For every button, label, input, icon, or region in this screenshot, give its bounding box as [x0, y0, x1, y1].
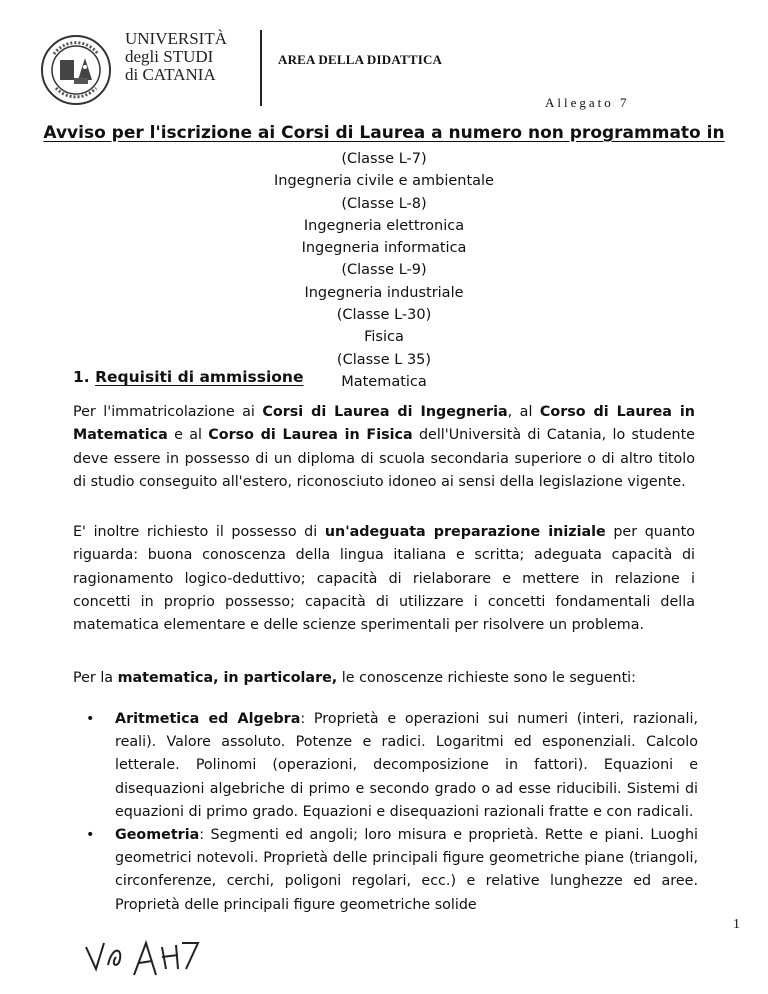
p3-text-1: Per la: [73, 670, 118, 686]
p1-text-1: Per l'immatricolazione ai: [73, 404, 263, 420]
bullet-icon: •: [86, 711, 95, 727]
math-topics-list: [86, 708, 698, 917]
area-label: AREA DELLA DIDATTICA: [278, 52, 443, 67]
university-name: [125, 30, 227, 84]
p1-text-3: e al: [167, 427, 209, 444]
page-number: 1: [733, 917, 740, 932]
class-line: (Classe L-30): [336, 307, 432, 324]
document-title-text: Avviso per l'iscrizione ai Corsi di Laurea a numero non programmato in: [43, 123, 725, 143]
p1-bold-2: Corso di Laurea in Matematica: [73, 404, 695, 444]
paragraph-admission: [73, 401, 695, 494]
class-line: Ingegneria elettronica: [303, 217, 465, 234]
p3-bold-1: matematica, in particolare,: [117, 670, 338, 686]
section-title: Requisiti di ammissione: [95, 368, 304, 386]
section-number: 1.: [73, 368, 90, 386]
p2-bold-1: un'adeguata preparazione iniziale: [324, 524, 606, 540]
p1-text-2: , al: [507, 404, 540, 420]
class-line: (Classe L 35): [336, 351, 432, 368]
list-item-text: : Segmenti ed angoli; loro misura e proprietà. Rette e piani. Luoghi geometrici notevoli. Proprietà delle principali figure geometriche piane (triangoli, circonferenze, cerchi, poligoni regolari, ecc.) e relative lunghezze ed aree. Proprietà delle principali figure geometriche solide: [115, 827, 698, 913]
list-item-head: Aritmetica ed Algebra: [115, 711, 301, 727]
university-line-1: UNIVERSITÀ: [125, 29, 227, 48]
section-heading: [73, 368, 303, 386]
list-item: [86, 708, 698, 824]
p1-bold-1: Corsi di Laurea di Ingegneria: [262, 404, 508, 420]
p3-text-2: le conoscenze richieste sono le seguenti:: [337, 670, 636, 686]
bullet-icon: •: [86, 827, 95, 844]
list-item-text: : Proprietà e operazioni sui numeri (interi, razionali, reali). Valore assoluto. Potenze e radici. Logaritmi ed esponenziali. Calcolo letterale. Polinomi (operazioni, decomposizione in fattori). Equazioni e disequazioni algebriche di primo e secondo grado o ad esse riducibili. Sistemi di equazioni di primo grado. Equazioni e disequazioni razionali fratte e con radicali.: [115, 711, 699, 820]
paragraph-math-intro: [73, 667, 695, 690]
class-line: (Classe L-9): [341, 262, 427, 279]
class-line: (Classe L-7): [341, 151, 427, 167]
p2-text-2: per quanto riguarda: buona conoscenza della lingua italiana e scritta; adeguata capacità di ragionamento logico-deduttivo; capacità di rielaborare e mettere in relazione i concetti in proprio possesso; capacità di utilizzare i concetti fondamentali della matematica elementare e delle scienze sperimentali per risolvere un problema.: [73, 524, 695, 634]
course-classes-list: [0, 148, 768, 393]
class-line: Fisica: [364, 329, 404, 346]
class-line: Matematica: [341, 373, 427, 390]
list-item: [86, 824, 698, 917]
document-title: [0, 123, 768, 143]
p1-bold-3: Corso di Laurea in Fisica: [208, 427, 413, 444]
university-line-2: degli STUDI: [125, 47, 214, 66]
university-seal-icon: [40, 34, 112, 106]
header-divider: [260, 30, 262, 106]
p2-text-1: E' inoltre richiesto il possesso di: [73, 524, 325, 540]
class-line: Ingegneria industriale: [304, 284, 464, 301]
allegato-label: Allegato 7: [545, 95, 630, 110]
class-line: (Classe L-8): [341, 195, 427, 212]
paragraph-preparation: [73, 521, 695, 637]
university-line-3: di CATANIA: [125, 65, 216, 84]
class-line: Ingegneria informatica: [301, 240, 467, 257]
class-line: Ingegneria civile e ambientale: [274, 173, 494, 190]
list-item-head: Geometria: [115, 827, 200, 844]
handwritten-signature-icon: [82, 935, 202, 985]
p1-text-4: dell'Università di Catania, lo studente deve essere in possesso di un diploma di scuola secondaria superiore o di altro titolo di studio conseguito all'estero, riconosciuto idoneo ai sensi della legislazione vigente.: [73, 427, 695, 490]
